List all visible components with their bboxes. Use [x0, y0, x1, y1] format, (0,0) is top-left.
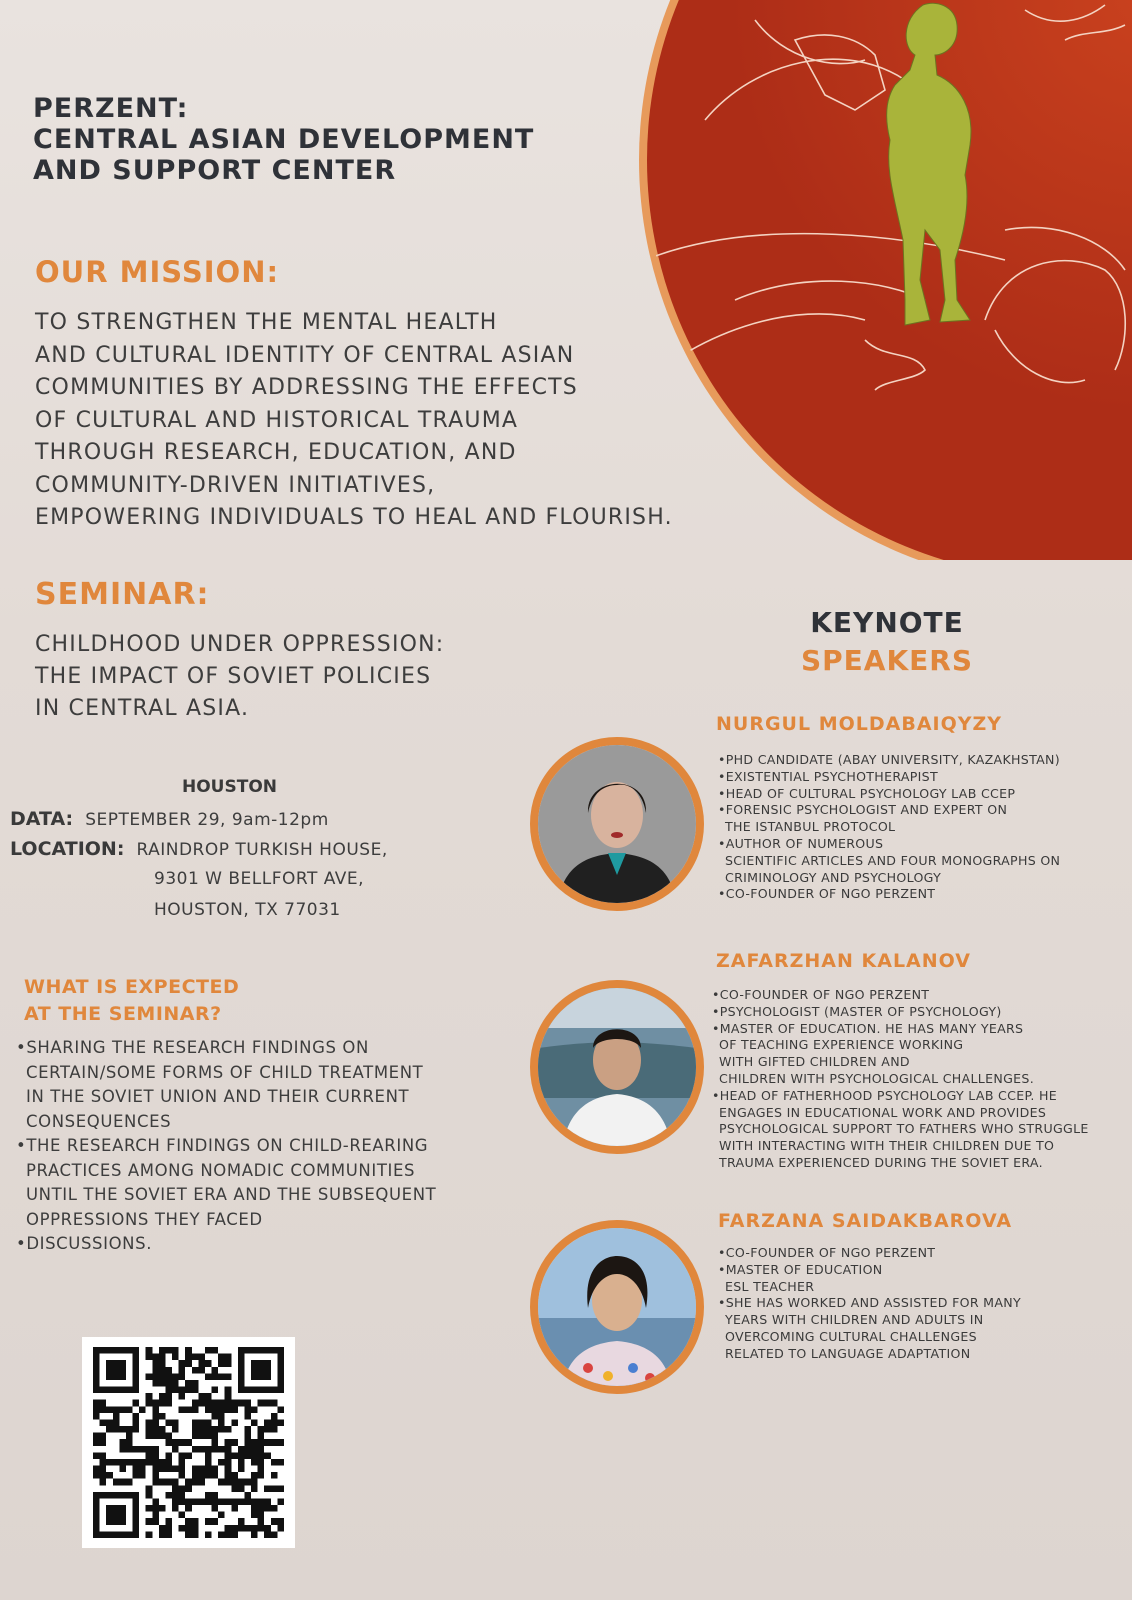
qr-finder-pattern — [241, 1350, 281, 1390]
bio-line: PSYCHOLOGICAL SUPPORT TO FATHERS WHO STRUGGLE — [719, 1121, 1089, 1137]
mission-line: COMMUNITY-DRIVEN INITIATIVES, — [35, 472, 436, 498]
event-location — [10, 838, 388, 860]
speaker-3-photo — [530, 1220, 704, 1394]
speaker-1-photo — [530, 737, 704, 911]
org-title-line-3: AND SUPPORT CENTER — [33, 155, 397, 186]
list-item: UNTIL THE SOVIET ERA AND THE SUBSEQUENT — [26, 1185, 437, 1204]
seminar-title — [35, 629, 444, 725]
address-line-1: RAINDROP TURKISH HOUSE, — [136, 840, 388, 860]
bio-line: WITH INTERACTING WITH THEIR CHILDREN DUE TO — [719, 1138, 1055, 1154]
mission-line: AND CULTURAL IDENTITY OF CENTRAL ASIAN — [35, 342, 575, 368]
keynote-line-1: KEYNOTE — [810, 606, 964, 639]
seminar-line: CHILDHOOD UNDER OPPRESSION: — [35, 632, 445, 657]
bio-line: •CO-FOUNDER OF NGO PERZENT — [718, 886, 936, 902]
bio-line: •CO-FOUNDER OF NGO PERZENT — [718, 1245, 936, 1260]
org-title-line-1: PERZENT: — [33, 93, 189, 124]
bio-line: WITH GIFTED CHILDREN AND — [719, 1054, 910, 1070]
list-item: •SHARING THE RESEARCH FINDINGS ON — [16, 1038, 369, 1057]
list-item: OPPRESSIONS THEY FACED — [26, 1209, 263, 1229]
speaker-2-photo — [530, 980, 704, 1154]
date-label: DATA: — [10, 808, 74, 830]
bio-line: •FORENSIC PSYCHOLOGIST AND EXPERT ON — [718, 802, 1008, 818]
expected-list — [16, 1036, 436, 1257]
bio-line: ENGAGES IN EDUCATIONAL WORK AND PROVIDES — [719, 1104, 1047, 1120]
location-label: LOCATION: — [10, 838, 125, 860]
keynote-heading — [780, 604, 994, 680]
list-item: PRACTICES AMONG NOMADIC COMMUNITIES — [26, 1160, 416, 1180]
address-line-3: HOUSTON, TX 77031 — [154, 900, 341, 920]
bio-line: THE ISTANBUL PROTOCOL — [725, 819, 896, 835]
mission-line: OF CULTURAL AND HISTORICAL TRAUMA — [35, 407, 519, 433]
bio-line: •SHE HAS WORKED AND ASSISTED FOR MANY — [718, 1295, 1021, 1311]
qr-finder-pattern — [96, 1350, 136, 1390]
mission-text — [35, 307, 673, 535]
bio-line: •CO-FOUNDER OF NGO PERZENT — [712, 987, 930, 1002]
expected-heading-line: WHAT IS EXPECTED — [24, 976, 240, 998]
date-value: SEPTEMBER 29, 9am-12pm — [85, 810, 329, 830]
org-title-line-2: CENTRAL ASIAN DEVELOPMENT — [33, 124, 535, 155]
bio-line: YEARS WITH CHILDREN AND ADULTS IN — [725, 1312, 984, 1328]
bio-line: •AUTHOR OF NUMEROUS — [718, 835, 884, 851]
qr-code[interactable] — [82, 1337, 295, 1548]
list-item: •THE RESEARCH FINDINGS ON CHILD-REARING — [16, 1136, 429, 1155]
bio-line: •HEAD OF FATHERHOOD PSYCHOLOGY LAB CCEP. HE — [712, 1087, 1058, 1103]
speaker-1-name: NURGUL MOLDABAIQYZY — [716, 713, 1003, 735]
bio-line: OF TEACHING EXPERIENCE WORKING — [719, 1037, 964, 1053]
bio-line: TRAUMA EXPERIENCED DURING THE SOVIET ERA. — [719, 1154, 1043, 1170]
bio-line: CHILDREN WITH PSYCHOLOGICAL CHALLENGES. — [719, 1070, 1035, 1086]
bio-line: •MASTER OF EDUCATION. HE HAS MANY YEARS — [712, 1020, 1024, 1036]
bio-line: •MASTER OF EDUCATION — [718, 1261, 883, 1277]
keynote-line-2: SPEAKERS — [800, 644, 974, 677]
bio-line: •PHD CANDIDATE (ABAY UNIVERSITY, KAZAKHSTAN) — [718, 752, 1060, 767]
qr-finder-pattern — [96, 1495, 136, 1535]
speaker-1-bio — [718, 752, 1060, 903]
list-item: IN THE SOVIET UNION AND THEIR CURRENT — [26, 1087, 410, 1106]
speaker-3-name: FARZANA SAIDAKBAROVA — [718, 1210, 1013, 1232]
bio-line: •PSYCHOLOGIST (MASTER OF PSYCHOLOGY) — [712, 1003, 1002, 1019]
mission-line: COMMUNITIES BY ADDRESSING THE EFFECTS — [35, 375, 578, 400]
list-item: CONSEQUENCES — [26, 1111, 172, 1131]
bio-line: OVERCOMING CULTURAL CHALLENGES — [725, 1328, 977, 1344]
list-item: •DISCUSSIONS. — [16, 1234, 153, 1253]
qr-code-image — [92, 1347, 285, 1538]
organization-title — [33, 93, 534, 186]
speaker-2-name: ZAFARZHAN KALANOV — [716, 950, 972, 972]
seminar-heading: SEMINAR: — [35, 577, 210, 612]
speaker-3-bio — [718, 1245, 1021, 1363]
bio-line: •HEAD OF CULTURAL PSYCHOLOGY LAB CCEP — [718, 785, 1016, 801]
expected-heading — [24, 974, 239, 1028]
speaker-2-bio — [712, 987, 1089, 1172]
address-line-2: 9301 W BELLFORT AVE, — [154, 869, 365, 889]
bio-line: SCIENTIFIC ARTICLES AND FOUR MONOGRAPHS ON — [725, 852, 1061, 868]
expected-heading-line: AT THE SEMINAR? — [24, 1003, 222, 1025]
event-city: HOUSTON — [182, 777, 278, 797]
bio-line: •EXISTENTIAL PSYCHOTHERAPIST — [718, 768, 938, 784]
seminar-line: THE IMPACT OF SOVIET POLICIES — [35, 664, 432, 689]
seminar-line: IN CENTRAL ASIA. — [35, 696, 250, 721]
mission-line: TO STRENGTHEN THE MENTAL HEALTH — [35, 310, 498, 335]
bio-line: RELATED TO LANGUAGE ADAPTATION — [725, 1345, 971, 1361]
bio-line: ESL TEACHER — [725, 1278, 815, 1294]
mission-line: EMPOWERING INDIVIDUALS TO HEAL AND FLOURISH. — [35, 505, 673, 530]
bio-line: CRIMINOLOGY AND PSYCHOLOGY — [725, 869, 942, 885]
mission-line: THROUGH RESEARCH, EDUCATION, AND — [35, 440, 517, 465]
event-date — [10, 808, 329, 830]
mission-heading: OUR MISSION: — [35, 255, 280, 289]
list-item: CERTAIN/SOME FORMS OF CHILD TREATMENT — [26, 1062, 424, 1082]
